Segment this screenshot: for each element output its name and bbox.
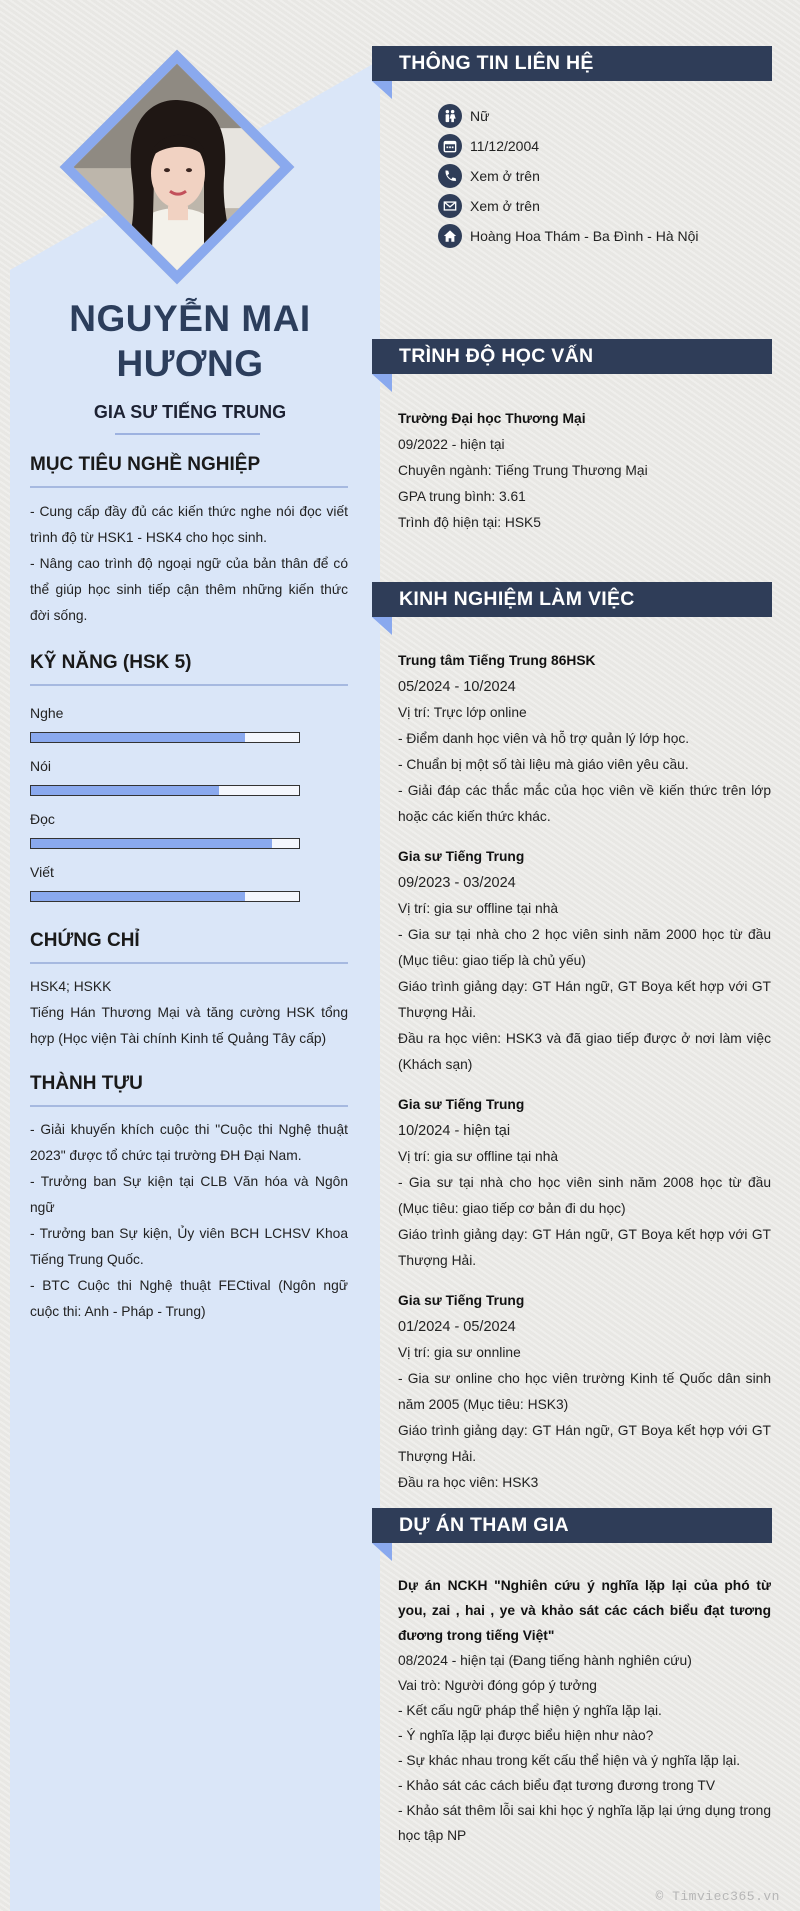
skills-divider	[30, 684, 348, 686]
projects-heading: DỰ ÁN THAM GIA	[372, 1508, 772, 1543]
job-period: 01/2024 - 05/2024	[398, 1319, 516, 1335]
contact-phone-text: Xem ở trên	[470, 168, 540, 184]
job-entry	[398, 648, 771, 830]
skill-bar-listening	[30, 732, 300, 743]
avatar	[62, 52, 292, 282]
gender-icon	[438, 104, 462, 128]
job-line: Vị trí: Trực lớp online	[398, 705, 527, 720]
skill-fill	[31, 839, 272, 848]
contact-email	[438, 193, 540, 219]
job-line: - Gia sư online cho học viên trường Kinh tế Quốc dân sinh năm 2005 (Mục tiêu: HSK3)	[398, 1371, 771, 1412]
achievements-heading: THÀNH TỰU	[30, 1073, 143, 1094]
phone-icon	[438, 164, 462, 188]
job-line: - Chuẩn bị một số tài liệu mà giáo viên yêu cầu.	[398, 757, 689, 772]
achievements-text	[30, 1117, 348, 1325]
left-panel	[10, 0, 380, 1911]
avatar-photo	[60, 58, 295, 284]
title-divider	[115, 433, 260, 435]
education-period: 09/2022 - hiện tại	[398, 437, 505, 452]
job-org: Gia sư Tiếng Trung	[398, 1097, 525, 1112]
heading-corner	[372, 617, 392, 635]
project-title: Dự án NCKH "Nghiên cứu ý nghĩa lặp lại của phó từ you, zai , hai , ye và khảo sát các cách biểu đạt tương đương trong tiếng Việt"	[398, 1578, 771, 1643]
education-heading: TRÌNH ĐỘ HỌC VẤN	[372, 339, 772, 374]
contact-gender-text: Nữ	[470, 108, 490, 124]
heading-corner	[372, 81, 392, 99]
certificates-heading: CHỨNG CHỈ	[30, 930, 140, 951]
experience-block	[398, 648, 771, 1496]
certificate-line: Tiếng Hán Thương Mại và tăng cường HSK tổng hợp (Học viện Tài chính Kinh tế Quảng Tây cấp)	[30, 1005, 348, 1046]
job-entry	[398, 844, 771, 1078]
calendar-icon	[438, 134, 462, 158]
skill-fill	[31, 733, 245, 742]
job-line: Vị trí: gia sư offline tại nhà	[398, 1149, 559, 1164]
contact-birthday-text: 11/12/2004	[470, 138, 540, 154]
job-line: Giáo trình giảng dạy: GT Hán ngữ, GT Boya kết hợp với GT Thượng Hải.	[398, 1227, 771, 1268]
achievement-line: - Trưởng ban Sự kiện, Ủy viên BCH LCHSV Khoa Tiếng Trung Quốc.	[30, 1226, 348, 1267]
job-org: Gia sư Tiếng Trung	[398, 849, 525, 864]
certificates-divider	[30, 962, 348, 964]
heading-corner	[372, 1543, 392, 1561]
job-period: 10/2024 - hiện tại	[398, 1123, 511, 1139]
objective-line: - Nâng cao trình độ ngoại ngữ của bản thân để có thể giúp học sinh tiếp cận thêm những kiến thức đời sống.	[30, 556, 348, 623]
objective-heading: MỤC TIÊU NGHỀ NGHIỆP	[30, 454, 261, 475]
project-line: - Ý nghĩa lặp lại được biểu hiện như nào?	[398, 1728, 654, 1743]
achievement-line: - Trưởng ban Sự kiện tại CLB Văn hóa và Ngôn ngữ	[30, 1174, 348, 1215]
experience-heading: KINH NGHIỆM LÀM VIỆC	[372, 582, 772, 617]
watermark: © Timviec365.vn	[655, 1889, 780, 1904]
contact-heading: THÔNG TIN LIÊN HỆ	[372, 46, 772, 81]
project-line: - Khảo sát các cách biểu đạt tương đương trong TV	[398, 1778, 716, 1793]
skill-label-reading: Đọc	[30, 811, 55, 827]
contact-address-text: Hoàng Hoa Thám - Ba Đình - Hà Nội	[470, 228, 699, 244]
skill-bar-speaking	[30, 785, 300, 796]
job-line: Giáo trình giảng dạy: GT Hán ngữ, GT Boya kết hợp với GT Thượng Hải.	[398, 979, 771, 1020]
project-period: 08/2024 - hiện tại (Đang tiếng hành nghiên cứu)	[398, 1653, 692, 1668]
job-line: Vị trí: gia sư onnline	[398, 1345, 521, 1360]
job-line: Đầu ra học viên: HSK3	[398, 1475, 539, 1490]
project-line: - Khảo sát thêm lỗi sai khi học ý nghĩa lặp lại ứng dụng trong học tập NP	[398, 1803, 771, 1843]
contact-address	[438, 223, 699, 249]
contact-phone	[438, 163, 540, 189]
education-school: Trường Đại học Thương Mại	[398, 411, 586, 426]
skill-label-speaking: Nói	[30, 758, 52, 774]
contact-birthday	[438, 133, 539, 159]
job-line: - Gia sư tại nhà cho học viên sinh năm 2008 học từ đầu (Mục tiêu: giao tiếp cơ bản đi du học)	[398, 1175, 771, 1216]
job-entry	[398, 1092, 771, 1274]
job-entry	[398, 1288, 771, 1496]
contact-email-text: Xem ở trên	[470, 198, 540, 214]
education-block	[398, 406, 771, 536]
job-line: Giáo trình giảng dạy: GT Hán ngữ, GT Boya kết hợp với GT Thượng Hải.	[398, 1423, 771, 1464]
achievement-line: - Giải khuyến khích cuộc thi "Cuộc thi Nghệ thuật 2023" được tổ chức tại trường ĐH Đại Nam.	[30, 1122, 348, 1163]
skill-fill	[31, 892, 245, 901]
objective-line: - Cung cấp đầy đủ các kiến thức nghe nói đọc viết trình độ từ HSK1 - HSK4 cho học sinh.	[30, 504, 348, 545]
job-period: 09/2023 - 03/2024	[398, 875, 516, 891]
skill-bar-reading	[30, 838, 300, 849]
candidate-name: NGUYỄN MAI HƯƠNG	[69, 298, 311, 384]
skill-label-listening: Nghe	[30, 705, 64, 721]
certificate-line: HSK4; HSKK	[30, 979, 112, 994]
home-icon	[438, 224, 462, 248]
job-line: - Giải đáp các thắc mắc của học viên về kiến thức trên lớp hoặc các kiến thức khác.	[398, 783, 771, 824]
skills-heading: KỸ NĂNG (HSK 5)	[30, 652, 192, 673]
achievement-line: - BTC Cuộc thi Nghệ thuật FECtival (Ngôn ngữ cuộc thi: Anh - Pháp - Trung)	[30, 1278, 348, 1319]
achievements-divider	[30, 1105, 348, 1107]
job-org: Gia sư Tiếng Trung	[398, 1293, 525, 1308]
skill-bar-writing	[30, 891, 300, 902]
job-org: Trung tâm Tiếng Trung 86HSK	[398, 653, 596, 668]
project-line: Vai trò: Người đóng góp ý tưởng	[398, 1678, 597, 1693]
avatar-frame	[60, 50, 295, 285]
job-title: GIA SƯ TIẾNG TRUNG	[93, 402, 287, 422]
education-line: Trình độ hiện tại: HSK5	[398, 515, 541, 530]
job-line: - Điểm danh học viên và hỗ trợ quản lý lớp học.	[398, 731, 690, 746]
skill-fill	[31, 786, 219, 795]
project-line: - Kết cấu ngữ pháp thể hiện ý nghĩa lặp lại.	[398, 1703, 662, 1718]
job-line: Đầu ra học viên: HSK3 và đã giao tiếp được ở nơi làm việc (Khách sạn)	[398, 1031, 771, 1072]
project-line: - Sự khác nhau trong kết cấu thể hiện và ý nghĩa lặp lại.	[398, 1753, 741, 1768]
job-line: - Gia sư tại nhà cho 2 học viên sinh năm 2000 học từ đầu (Mục tiêu: giao tiếp là chủ yếu)	[398, 927, 771, 968]
objective-text	[30, 499, 348, 629]
job-period: 05/2024 - 10/2024	[398, 679, 516, 695]
heading-corner	[372, 374, 392, 392]
job-line: Vị trí: gia sư offline tại nhà	[398, 901, 559, 916]
certificates-text	[30, 974, 348, 1052]
objective-divider	[30, 486, 348, 488]
contact-gender	[438, 103, 489, 129]
education-line: GPA trung bình: 3.61	[398, 489, 526, 504]
projects-block	[398, 1573, 771, 1848]
education-line: Chuyên ngành: Tiếng Trung Thương Mại	[398, 463, 648, 478]
skill-label-writing: Viết	[30, 864, 54, 880]
mail-icon	[438, 194, 462, 218]
